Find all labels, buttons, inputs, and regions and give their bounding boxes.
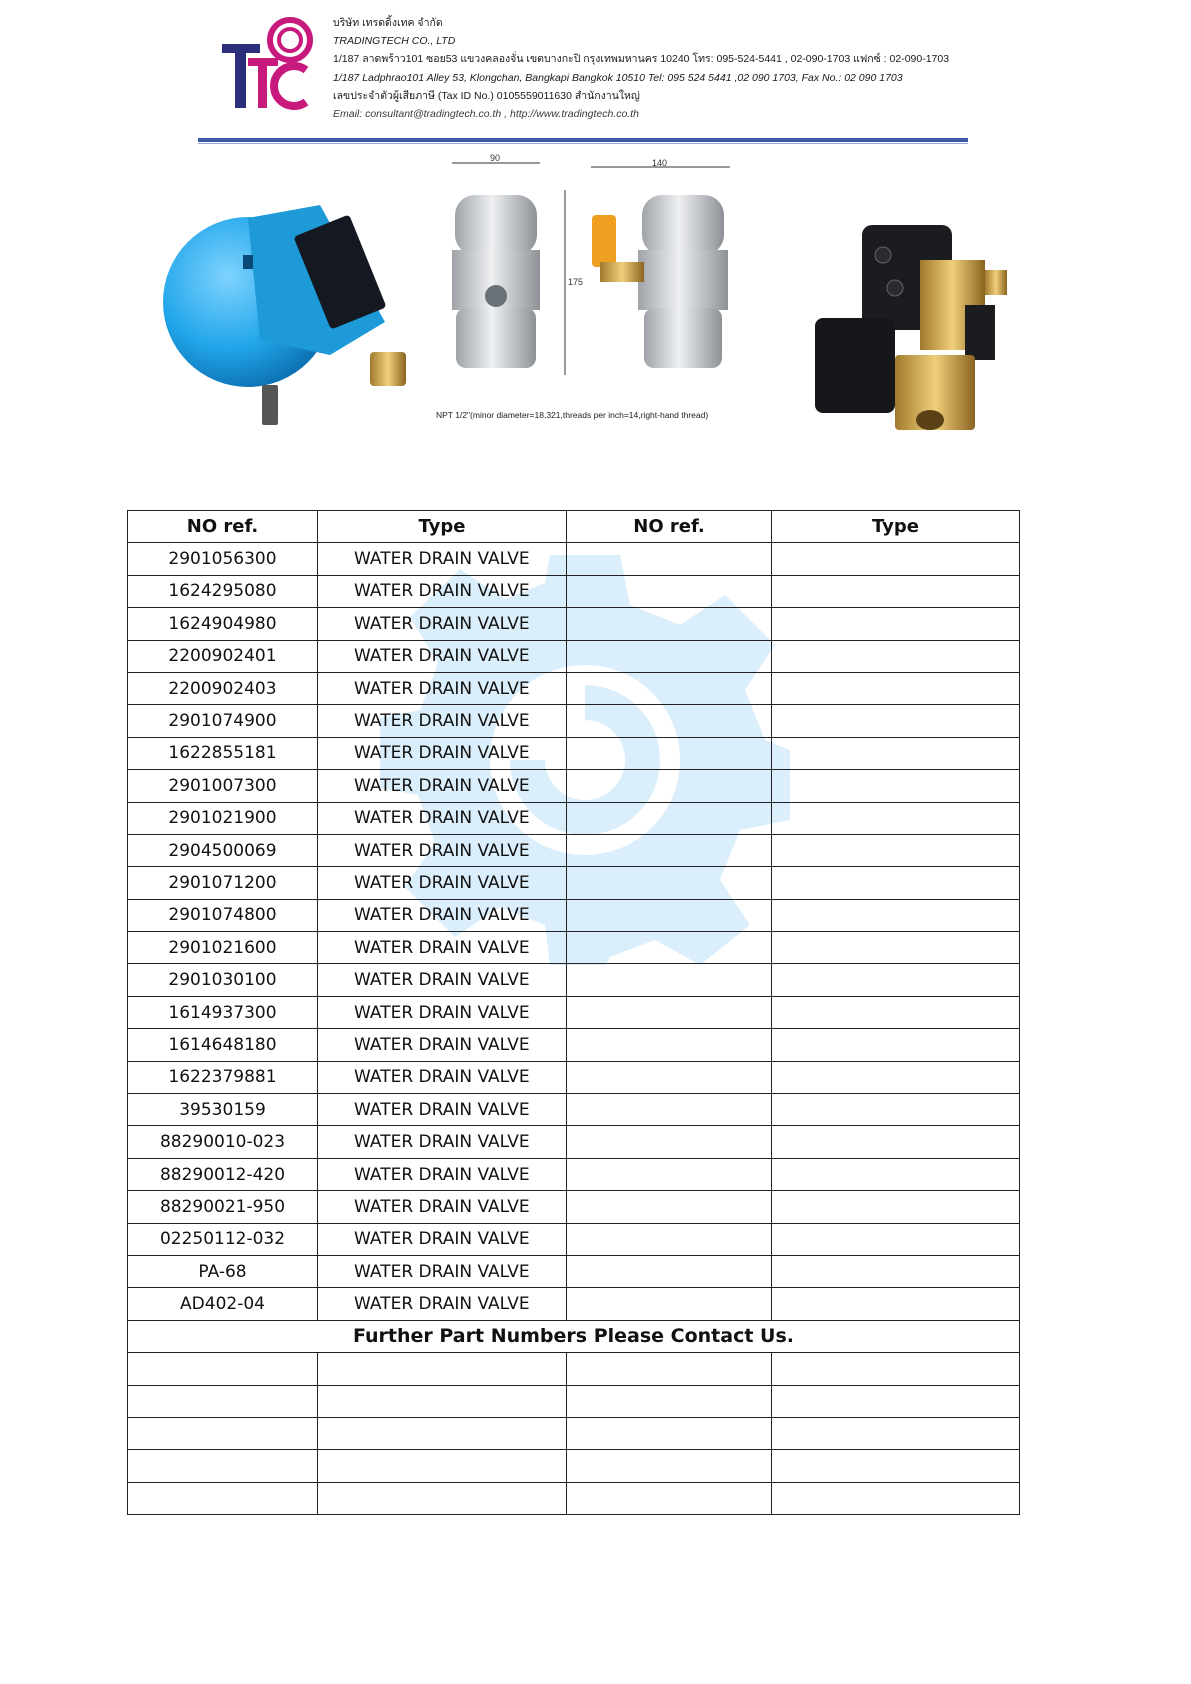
- empty-cell: [567, 640, 772, 672]
- part-number: 1624295080: [128, 575, 318, 607]
- empty-cell: [772, 867, 1020, 899]
- empty-cell: [318, 1353, 567, 1385]
- empty-cell: [772, 672, 1020, 704]
- empty-cell: [772, 1353, 1020, 1385]
- letterhead: [0, 0, 1191, 150]
- part-type: WATER DRAIN VALVE: [318, 672, 567, 704]
- empty-row: [128, 1417, 1020, 1449]
- part-number: 1624904980: [128, 608, 318, 640]
- company-details: [333, 14, 949, 123]
- part-type: WATER DRAIN VALVE: [318, 543, 567, 575]
- empty-cell: [772, 1450, 1020, 1482]
- contact-note: Further Part Numbers Please Contact Us.: [128, 1320, 1020, 1352]
- empty-cell: [772, 932, 1020, 964]
- part-type: WATER DRAIN VALVE: [318, 737, 567, 769]
- thread-spec-note: NPT 1/2"(minor diameter=18.321,threads per inch=14,right-hand thread): [436, 410, 709, 420]
- empty-cell: [772, 640, 1020, 672]
- table-row: [128, 867, 1020, 899]
- empty-cell: [567, 834, 772, 866]
- column-header-no-ref-2: NO ref.: [567, 511, 772, 543]
- empty-cell: [567, 1450, 772, 1482]
- empty-row: [128, 1353, 1020, 1385]
- table-row: [128, 1094, 1020, 1126]
- part-number: 2200902401: [128, 640, 318, 672]
- table-row: [128, 672, 1020, 704]
- part-number: AD402-04: [128, 1288, 318, 1320]
- empty-cell: [772, 1255, 1020, 1287]
- table-row: [128, 543, 1020, 575]
- table-row: [128, 932, 1020, 964]
- empty-cell: [772, 705, 1020, 737]
- part-type: WATER DRAIN VALVE: [318, 996, 567, 1028]
- timer-drain-valve-image: [815, 225, 1007, 430]
- address-thai: 1/187 ลาดพร้าว101 ซอย53 แขวงคลองจั่น เขตบางกะปิ กรุงเทพมหานคร 10240 โทร: 095-524-5441 , 02-090-1703 แฟกซ์ : 02-090-1703: [333, 53, 950, 66]
- header-divider-thin: [198, 143, 968, 144]
- part-number: 88290012-420: [128, 1158, 318, 1190]
- company-name-english: TRADINGTECH CO., LTD: [333, 35, 456, 48]
- table-row: [128, 608, 1020, 640]
- dimension-drawing-image: [436, 153, 730, 420]
- table-row: [128, 802, 1020, 834]
- empty-cell: [567, 867, 772, 899]
- empty-cell: [772, 543, 1020, 575]
- part-type: WATER DRAIN VALVE: [318, 1158, 567, 1190]
- empty-cell: [128, 1482, 318, 1514]
- empty-cell: [567, 1353, 772, 1385]
- part-type: WATER DRAIN VALVE: [318, 575, 567, 607]
- empty-cell: [567, 1191, 772, 1223]
- empty-cell: [772, 1094, 1020, 1126]
- empty-cell: [567, 1417, 772, 1449]
- part-number: 88290010-023: [128, 1126, 318, 1158]
- table-row: [128, 705, 1020, 737]
- part-number: 1622379881: [128, 1061, 318, 1093]
- empty-cell: [772, 1417, 1020, 1449]
- product-images: [0, 150, 1191, 450]
- empty-cell: [567, 672, 772, 704]
- empty-cell: [567, 1255, 772, 1287]
- part-type: WATER DRAIN VALVE: [318, 964, 567, 996]
- empty-cell: [772, 1126, 1020, 1158]
- empty-cell: [772, 575, 1020, 607]
- empty-cell: [772, 770, 1020, 802]
- table-row: [128, 1126, 1020, 1158]
- empty-cell: [567, 575, 772, 607]
- table-row: [128, 1158, 1020, 1190]
- tax-id: เลขประจำตัวผู้เสียภาษี (Tax ID No.) 0105559011630 สำนักงานใหญ่: [333, 89, 640, 102]
- empty-cell: [318, 1385, 567, 1417]
- empty-cell: [318, 1450, 567, 1482]
- table-row: [128, 640, 1020, 672]
- table-row: [128, 1255, 1020, 1287]
- part-type: WATER DRAIN VALVE: [318, 705, 567, 737]
- table-row: [128, 834, 1020, 866]
- header-divider: [198, 138, 968, 142]
- empty-cell: [772, 834, 1020, 866]
- table-row: [128, 1029, 1020, 1061]
- part-number: 1622855181: [128, 737, 318, 769]
- empty-cell: [567, 1482, 772, 1514]
- column-header-type-2: Type: [772, 511, 1020, 543]
- empty-cell: [567, 964, 772, 996]
- empty-cell: [567, 1094, 772, 1126]
- empty-cell: [567, 1029, 772, 1061]
- empty-cell: [318, 1482, 567, 1514]
- empty-cell: [128, 1417, 318, 1449]
- empty-cell: [772, 802, 1020, 834]
- empty-cell: [772, 1029, 1020, 1061]
- part-type: WATER DRAIN VALVE: [318, 802, 567, 834]
- empty-cell: [128, 1385, 318, 1417]
- part-number: 2901030100: [128, 964, 318, 996]
- empty-cell: [772, 737, 1020, 769]
- empty-cell: [772, 1223, 1020, 1255]
- empty-cell: [567, 737, 772, 769]
- part-number: 2901074800: [128, 899, 318, 931]
- company-logo: [218, 14, 328, 114]
- part-number: 1614937300: [128, 996, 318, 1028]
- empty-cell: [772, 608, 1020, 640]
- parts-table-body: [128, 543, 1020, 1515]
- empty-cell: [567, 996, 772, 1028]
- empty-cell: [567, 802, 772, 834]
- empty-cell: [567, 705, 772, 737]
- empty-cell: [128, 1450, 318, 1482]
- empty-cell: [567, 1158, 772, 1190]
- part-number: 02250112-032: [128, 1223, 318, 1255]
- part-number: 2901074900: [128, 705, 318, 737]
- empty-cell: [772, 1385, 1020, 1417]
- part-type: WATER DRAIN VALVE: [318, 1061, 567, 1093]
- empty-cell: [772, 996, 1020, 1028]
- part-type: WATER DRAIN VALVE: [318, 1288, 567, 1320]
- part-type: WATER DRAIN VALVE: [318, 608, 567, 640]
- part-number: 2904500069: [128, 834, 318, 866]
- part-number: 2901071200: [128, 867, 318, 899]
- empty-cell: [772, 964, 1020, 996]
- part-type: WATER DRAIN VALVE: [318, 640, 567, 672]
- email-website[interactable]: Email: consultant@tradingtech.co.th , http://www.tradingtech.co.th: [333, 108, 639, 121]
- column-header-no-ref: NO ref.: [128, 511, 318, 543]
- part-number: 39530159: [128, 1094, 318, 1126]
- part-type: WATER DRAIN VALVE: [318, 932, 567, 964]
- address-english: 1/187 Ladphrao101 Alley 53, Klongchan, Bangkapi Bangkok 10510 Tel: 095 524 5441 ,02 090 1703, Fax No.: 02 090 1703: [333, 71, 903, 84]
- part-type: WATER DRAIN VALVE: [318, 867, 567, 899]
- part-number: 2901021900: [128, 802, 318, 834]
- table-row: [128, 964, 1020, 996]
- table-row: [128, 1288, 1020, 1320]
- table-row: [128, 575, 1020, 607]
- empty-cell: [772, 1288, 1020, 1320]
- empty-cell: [567, 1061, 772, 1093]
- part-number: 2901007300: [128, 770, 318, 802]
- column-header-type: Type: [318, 511, 567, 543]
- part-number: 2901021600: [128, 932, 318, 964]
- empty-cell: [567, 899, 772, 931]
- part-type: WATER DRAIN VALVE: [318, 1223, 567, 1255]
- table-row: [128, 1061, 1020, 1093]
- empty-cell: [567, 608, 772, 640]
- part-number: 1614648180: [128, 1029, 318, 1061]
- empty-cell: [128, 1353, 318, 1385]
- table-footer-row: [128, 1320, 1020, 1352]
- part-type: WATER DRAIN VALVE: [318, 1094, 567, 1126]
- dimension-140-label: 140: [652, 158, 668, 168]
- empty-cell: [567, 1126, 772, 1158]
- empty-cell: [772, 1482, 1020, 1514]
- empty-cell: [772, 1158, 1020, 1190]
- empty-cell: [567, 770, 772, 802]
- part-type: WATER DRAIN VALVE: [318, 770, 567, 802]
- table-header-row: [128, 511, 1020, 543]
- part-type: WATER DRAIN VALVE: [318, 834, 567, 866]
- empty-cell: [567, 932, 772, 964]
- part-type: WATER DRAIN VALVE: [318, 899, 567, 931]
- empty-cell: [567, 543, 772, 575]
- empty-cell: [772, 899, 1020, 931]
- part-type: WATER DRAIN VALVE: [318, 1029, 567, 1061]
- table-row: [128, 737, 1020, 769]
- table-row: [128, 996, 1020, 1028]
- company-name-thai: บริษัท เทรดดิ้งเทค จำกัด: [333, 17, 443, 29]
- part-number: 2200902403: [128, 672, 318, 704]
- empty-cell: [567, 1288, 772, 1320]
- empty-cell: [772, 1061, 1020, 1093]
- dimension-90-label: 90: [490, 153, 501, 163]
- empty-cell: [567, 1223, 772, 1255]
- table-row: [128, 1191, 1020, 1223]
- float-drain-valve-image: [163, 205, 406, 425]
- empty-cell: [567, 1385, 772, 1417]
- dimension-175-label: 175: [568, 277, 584, 287]
- part-type: WATER DRAIN VALVE: [318, 1126, 567, 1158]
- empty-cell: [772, 1191, 1020, 1223]
- part-number: 2901056300: [128, 543, 318, 575]
- table-row: [128, 1223, 1020, 1255]
- empty-row: [128, 1482, 1020, 1514]
- part-type: WATER DRAIN VALVE: [318, 1255, 567, 1287]
- empty-row: [128, 1450, 1020, 1482]
- part-type: WATER DRAIN VALVE: [318, 1191, 567, 1223]
- parts-table: [127, 510, 1020, 1515]
- part-number: 88290021-950: [128, 1191, 318, 1223]
- empty-cell: [318, 1417, 567, 1449]
- table-row: [128, 899, 1020, 931]
- empty-row: [128, 1385, 1020, 1417]
- table-row: [128, 770, 1020, 802]
- part-number: PA-68: [128, 1255, 318, 1287]
